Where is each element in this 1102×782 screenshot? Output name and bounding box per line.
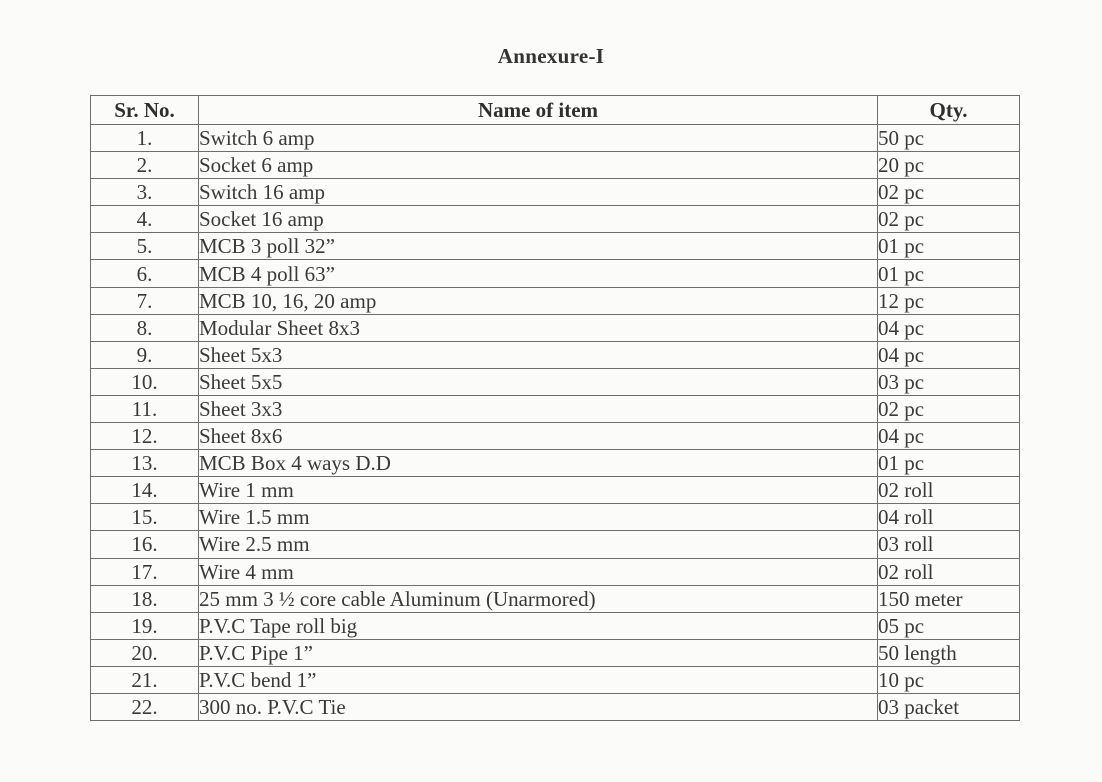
- table-header-row: [91, 96, 1020, 125]
- item-name-cell: Sheet 3x3: [199, 395, 878, 422]
- qty-cell: 02 pc: [878, 179, 1020, 206]
- qty-cell: 150 meter: [878, 585, 1020, 612]
- item-name-cell: Switch 6 amp: [199, 125, 878, 152]
- sr-no-cell: 9.: [91, 341, 199, 368]
- item-name-cell: Switch 16 amp: [199, 179, 878, 206]
- qty-cell: 02 pc: [878, 395, 1020, 422]
- table-row: [91, 152, 1020, 179]
- sr-no-cell: 13.: [91, 450, 199, 477]
- table-row: [91, 206, 1020, 233]
- item-name-cell: Sheet 8x6: [199, 423, 878, 450]
- table-row: [91, 179, 1020, 206]
- qty-cell: 01 pc: [878, 233, 1020, 260]
- table-row: [91, 477, 1020, 504]
- qty-cell: 01 pc: [878, 450, 1020, 477]
- qty-cell: 03 packet: [878, 693, 1020, 720]
- sr-no-cell: 22.: [91, 693, 199, 720]
- item-name-cell: 300 no. P.V.C Tie: [199, 693, 878, 720]
- item-name-cell: MCB 4 poll 63”: [199, 260, 878, 287]
- qty-cell: 20 pc: [878, 152, 1020, 179]
- table-row: [91, 314, 1020, 341]
- sr-no-cell: 19.: [91, 612, 199, 639]
- item-name-cell: Wire 1.5 mm: [199, 504, 878, 531]
- sr-no-cell: 12.: [91, 423, 199, 450]
- sr-no-cell: 15.: [91, 504, 199, 531]
- table-row: [91, 260, 1020, 287]
- item-name-cell: Sheet 5x5: [199, 368, 878, 395]
- sr-no-cell: 6.: [91, 260, 199, 287]
- sr-no-cell: 14.: [91, 477, 199, 504]
- qty-cell: 04 pc: [878, 423, 1020, 450]
- header-sr-no: Sr. No.: [91, 96, 199, 125]
- table-row: [91, 558, 1020, 585]
- qty-cell: 04 pc: [878, 314, 1020, 341]
- qty-cell: 02 pc: [878, 206, 1020, 233]
- qty-cell: 04 roll: [878, 504, 1020, 531]
- table-row: [91, 666, 1020, 693]
- sr-no-cell: 1.: [91, 125, 199, 152]
- item-name-cell: Wire 1 mm: [199, 477, 878, 504]
- sr-no-cell: 20.: [91, 639, 199, 666]
- qty-cell: 12 pc: [878, 287, 1020, 314]
- table-row: [91, 450, 1020, 477]
- header-item-name: Name of item: [199, 96, 878, 125]
- item-name-cell: MCB Box 4 ways D.D: [199, 450, 878, 477]
- qty-cell: 10 pc: [878, 666, 1020, 693]
- qty-cell: 03 pc: [878, 368, 1020, 395]
- item-name-cell: Modular Sheet 8x3: [199, 314, 878, 341]
- sr-no-cell: 16.: [91, 531, 199, 558]
- item-name-cell: Socket 16 amp: [199, 206, 878, 233]
- sr-no-cell: 11.: [91, 395, 199, 422]
- table-row: [91, 585, 1020, 612]
- table-row: [91, 531, 1020, 558]
- page-title: Annexure-I: [497, 44, 605, 68]
- table-row: [91, 287, 1020, 314]
- item-name-cell: Wire 4 mm: [199, 558, 878, 585]
- item-name-cell: Sheet 5x3: [199, 341, 878, 368]
- header-qty: Qty.: [878, 96, 1020, 125]
- table-row: [91, 368, 1020, 395]
- table-row: [91, 612, 1020, 639]
- sr-no-cell: 4.: [91, 206, 199, 233]
- sr-no-cell: 3.: [91, 179, 199, 206]
- sr-no-cell: 8.: [91, 314, 199, 341]
- qty-cell: 02 roll: [878, 477, 1020, 504]
- table-row: [91, 504, 1020, 531]
- qty-cell: 50 pc: [878, 125, 1020, 152]
- sr-no-cell: 18.: [91, 585, 199, 612]
- table-row: [91, 693, 1020, 720]
- item-name-cell: Socket 6 amp: [199, 152, 878, 179]
- item-name-cell: MCB 10, 16, 20 amp: [199, 287, 878, 314]
- table-body: [91, 125, 1020, 721]
- sr-no-cell: 17.: [91, 558, 199, 585]
- sr-no-cell: 21.: [91, 666, 199, 693]
- item-name-cell: Wire 2.5 mm: [199, 531, 878, 558]
- qty-cell: 02 roll: [878, 558, 1020, 585]
- sr-no-cell: 7.: [91, 287, 199, 314]
- item-name-cell: P.V.C Pipe 1”: [199, 639, 878, 666]
- qty-cell: 05 pc: [878, 612, 1020, 639]
- item-name-cell: 25 mm 3 ½ core cable Aluminum (Unarmored): [199, 585, 878, 612]
- table-row: [91, 125, 1020, 152]
- qty-cell: 03 roll: [878, 531, 1020, 558]
- table-row: [91, 639, 1020, 666]
- table-row: [91, 395, 1020, 422]
- sr-no-cell: 10.: [91, 368, 199, 395]
- qty-cell: 04 pc: [878, 341, 1020, 368]
- qty-cell: 50 length: [878, 639, 1020, 666]
- sr-no-cell: 2.: [91, 152, 199, 179]
- sr-no-cell: 5.: [91, 233, 199, 260]
- item-name-cell: P.V.C bend 1”: [199, 666, 878, 693]
- items-table: [90, 95, 1020, 721]
- qty-cell: 01 pc: [878, 260, 1020, 287]
- table-row: [91, 423, 1020, 450]
- item-name-cell: MCB 3 poll 32”: [199, 233, 878, 260]
- table-row: [91, 233, 1020, 260]
- table-row: [91, 341, 1020, 368]
- item-name-cell: P.V.C Tape roll big: [199, 612, 878, 639]
